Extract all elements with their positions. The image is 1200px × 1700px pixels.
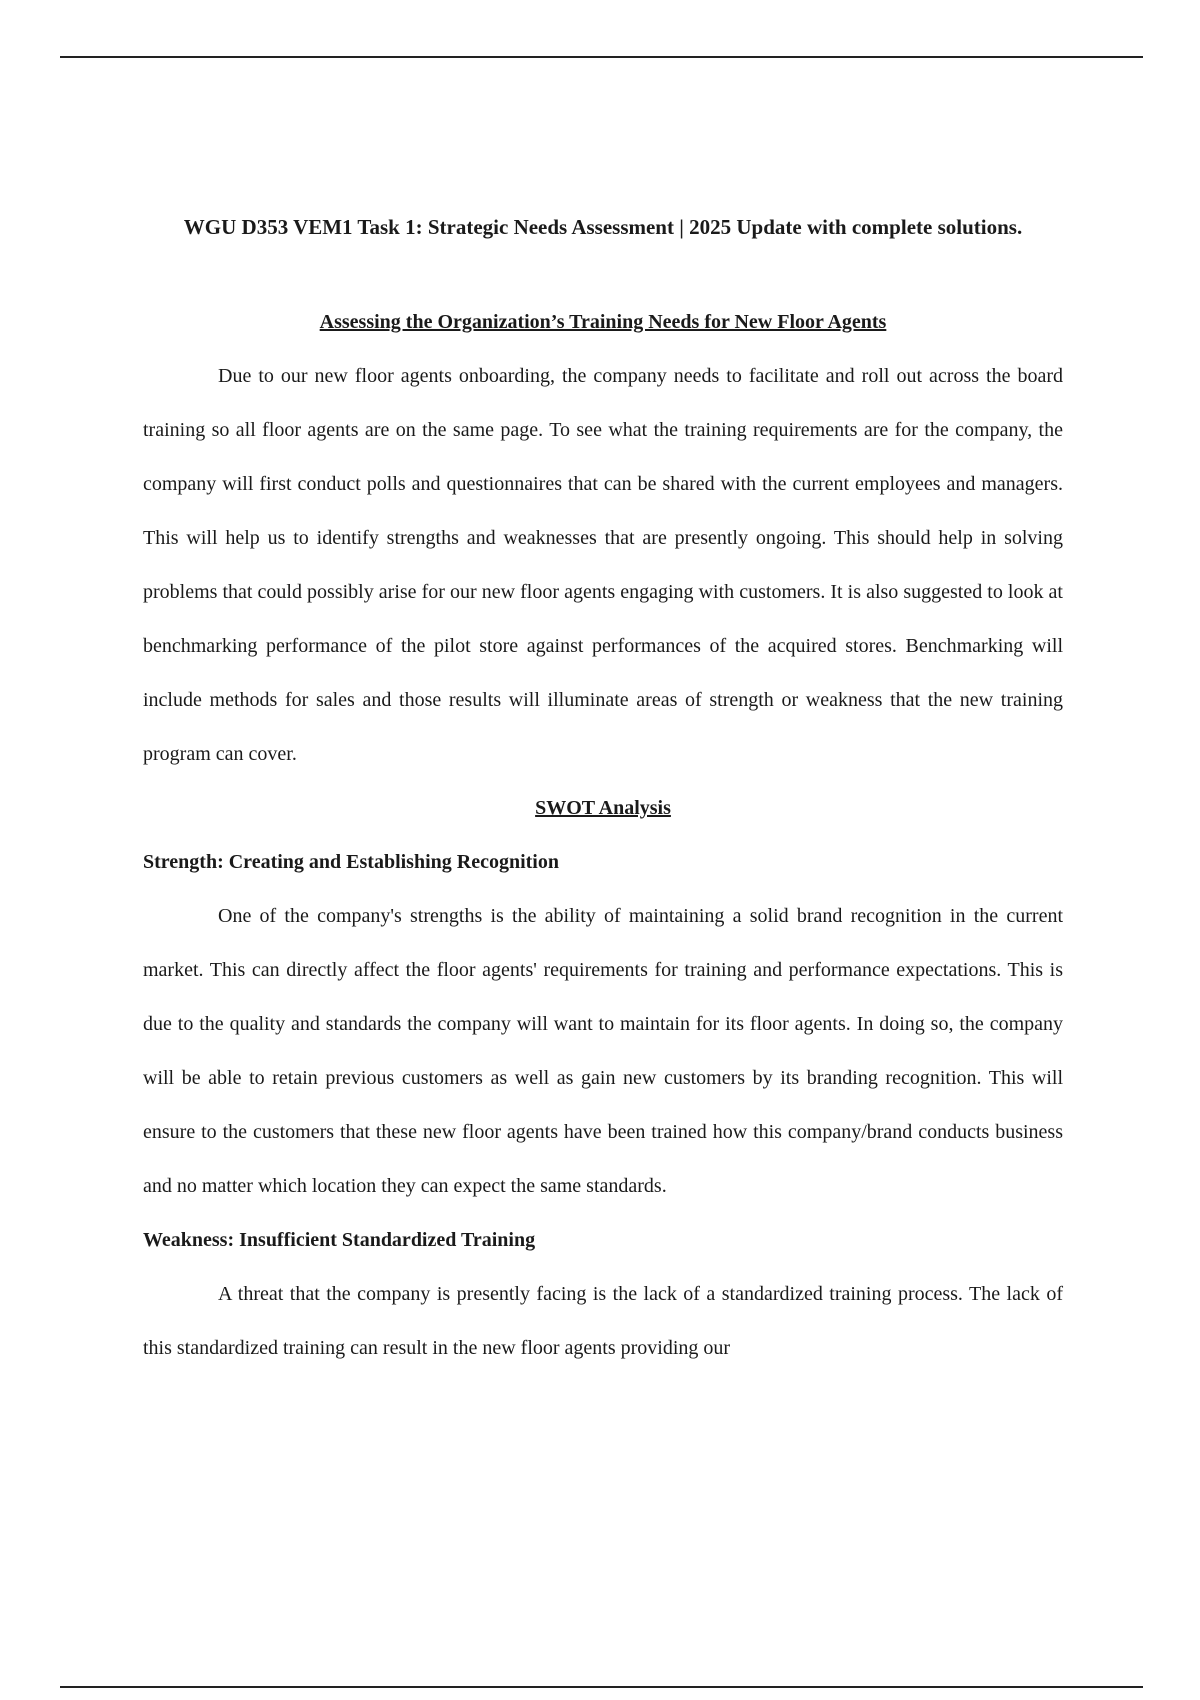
document-page	[143, 214, 1063, 1375]
training-needs-paragraph: Due to our new floor agents onboarding, the company needs to facilitate and roll out across the board training so all floor agents are on the same page. To see what the training requirements are for the company, the company will first conduct polls and questionnaires that can be shared with the current employees and managers. This will help us to identify strengths and weaknesses that are presently ongoing. This should help in solving problems that could possibly arise for our new floor agents engaging with customers. It is also suggested to look at benchmarking performance of the pilot store against performances of the acquired stores. Benchmarking will include methods for sales and those results will illuminate areas of strength or weakness that the new training program can cover.	[143, 365, 1063, 765]
top-rule	[60, 56, 1143, 58]
strength-heading: Strength: Creating and Establishing Recognition	[143, 851, 559, 873]
bottom-rule	[60, 1686, 1143, 1688]
weakness-heading: Weakness: Insufficient Standardized Training	[143, 1229, 536, 1251]
training-needs-heading: Assessing the Organization’s Training Needs for New Floor Agents	[319, 311, 887, 333]
document-title: WGU D353 VEM1 Task 1: Strategic Needs Assessment | 2025 Update with complete solutions.	[183, 215, 1023, 239]
weakness-paragraph: A threat that the company is presently facing is the lack of a standardized training process. The lack of this standardized training can result in the new floor agents providing our	[143, 1283, 1063, 1359]
strength-paragraph: One of the company's strengths is the ability of maintaining a solid brand recognition in the current market. This can directly affect the floor agents' requirements for training and performance expectations. This is due to the quality and standards the company will want to maintain for its floor agents. In doing so, the company will be able to retain previous customers as well as gain new customers by its branding recognition. This will ensure to the customers that these new floor agents have been trained how this company/brand conducts business and no matter which location they can expect the same standards.	[143, 905, 1063, 1197]
swot-heading: SWOT Analysis	[535, 797, 671, 819]
